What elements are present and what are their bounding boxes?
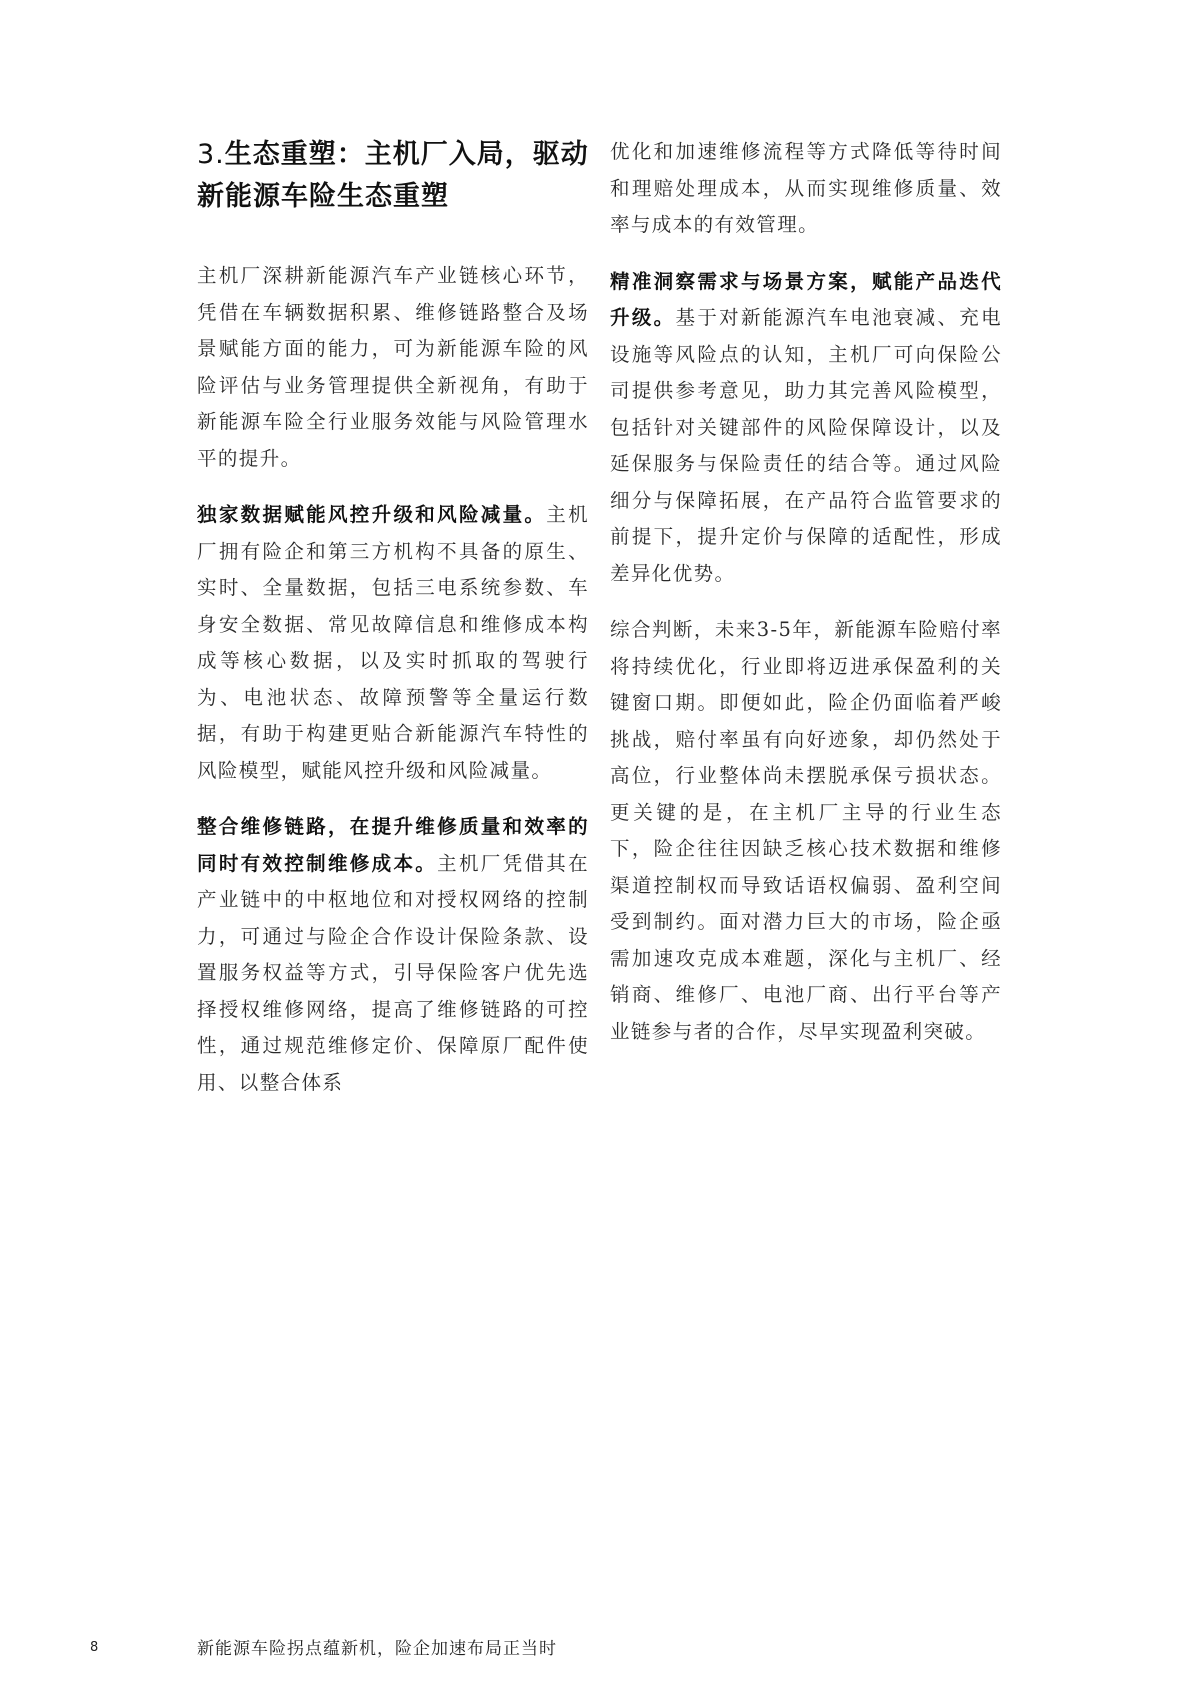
intro-paragraph: 主机厂深耕新能源汽车产业链核心环节，凭借在车辆数据积累、维修链路整合及场景赋能方面的能力，可为新能源车险的风险评估与业务管理提供全新视角，有助于新能源车险全行业服务效能与风险管理水平的提升。 [197, 264, 589, 470]
conclusion-paragraph: 综合判断，未来3-5年，新能源车险赔付率将持续优化，行业即将迈进承保盈利的关键窗口期。即便如此，险企仍面临着严峻挑战，赔付率虽有向好迹象，却仍然处于高位，行业整体尚未摆脱承保亏损状态。更关键的是，在主机厂主导的行业生态下，险企往往因缺乏核心技术数据和维修渠道控制权而导致话语权偏弱、盈利空间受到制约。面对潜力巨大的市场，险企亟需加速攻克成本难题，深化与主机厂、经销商、维修厂、电池厂商、出行平台等产业链参与者的合作，尽早实现盈利突破。 [610, 618, 1002, 1043]
repair-chain-paragraph [197, 809, 589, 1101]
section-heading [197, 134, 589, 218]
right-column [610, 134, 1002, 1070]
data-empowerment-text: 主机厂拥有险企和第三方机构不具备的原生、实时、全量数据，包括三电系统参数、车身安全数据、常见故障信息和维修成本构成等核心数据，以及实时抓取的驾驶行为、电池状态、故障预警等全量运行数据，有助于构建更贴合新能源汽车特性的风险模型，赋能风控升级和风险减量。 [197, 503, 589, 782]
repair-chain-lead: 整合维修链路，在提升维修质量和效率的同时有效控制维修成本。 [197, 815, 589, 875]
section-title: 生态重塑：主机厂入局，驱动新能源车险生态重塑 [197, 139, 589, 212]
repair-chain-text: 主机厂凭借其在产业链中的中枢地位和对授权网络的控制力，可通过与险企合作设计保险条款、设置服务权益等方式，引导保险客户优先选择授权维修网络，提高了维修链路的可控性，通过规范维修定价、保障原厂配件使用、以整合体系 [197, 851, 589, 1094]
data-empowerment-paragraph [197, 497, 589, 789]
product-iteration-lead: 精准洞察需求与场景方案，赋能产品迭代升级。 [610, 269, 1002, 329]
section-number: 3. [197, 139, 225, 170]
left-column [197, 134, 589, 1121]
product-iteration-text: 基于对新能源汽车电池衰减、充电设施等风险点的认知，主机厂可向保险公司提供参考意见，助力其完善风险模型，包括针对关键部件的风险保障设计，以及延保服务与保险责任的结合等。通过风险细分与保障拓展，在产品符合监管要求的前提下，提升定价与保障的适配性，形成差异化优势。 [610, 306, 1002, 585]
data-empowerment-lead: 独家数据赋能风控升级和风险减量。 [197, 503, 547, 526]
page-number: 8 [90, 1640, 99, 1655]
product-iteration-paragraph [610, 264, 1002, 593]
footer-report-title: 新能源车险拐点蕴新机，险企加速布局正当时 [197, 1639, 557, 1659]
continuation-paragraph: 优化和加速维修流程等方式降低等待时间和理赔处理成本，从而实现维修质量、效率与成本的有效管理。 [610, 140, 1002, 236]
